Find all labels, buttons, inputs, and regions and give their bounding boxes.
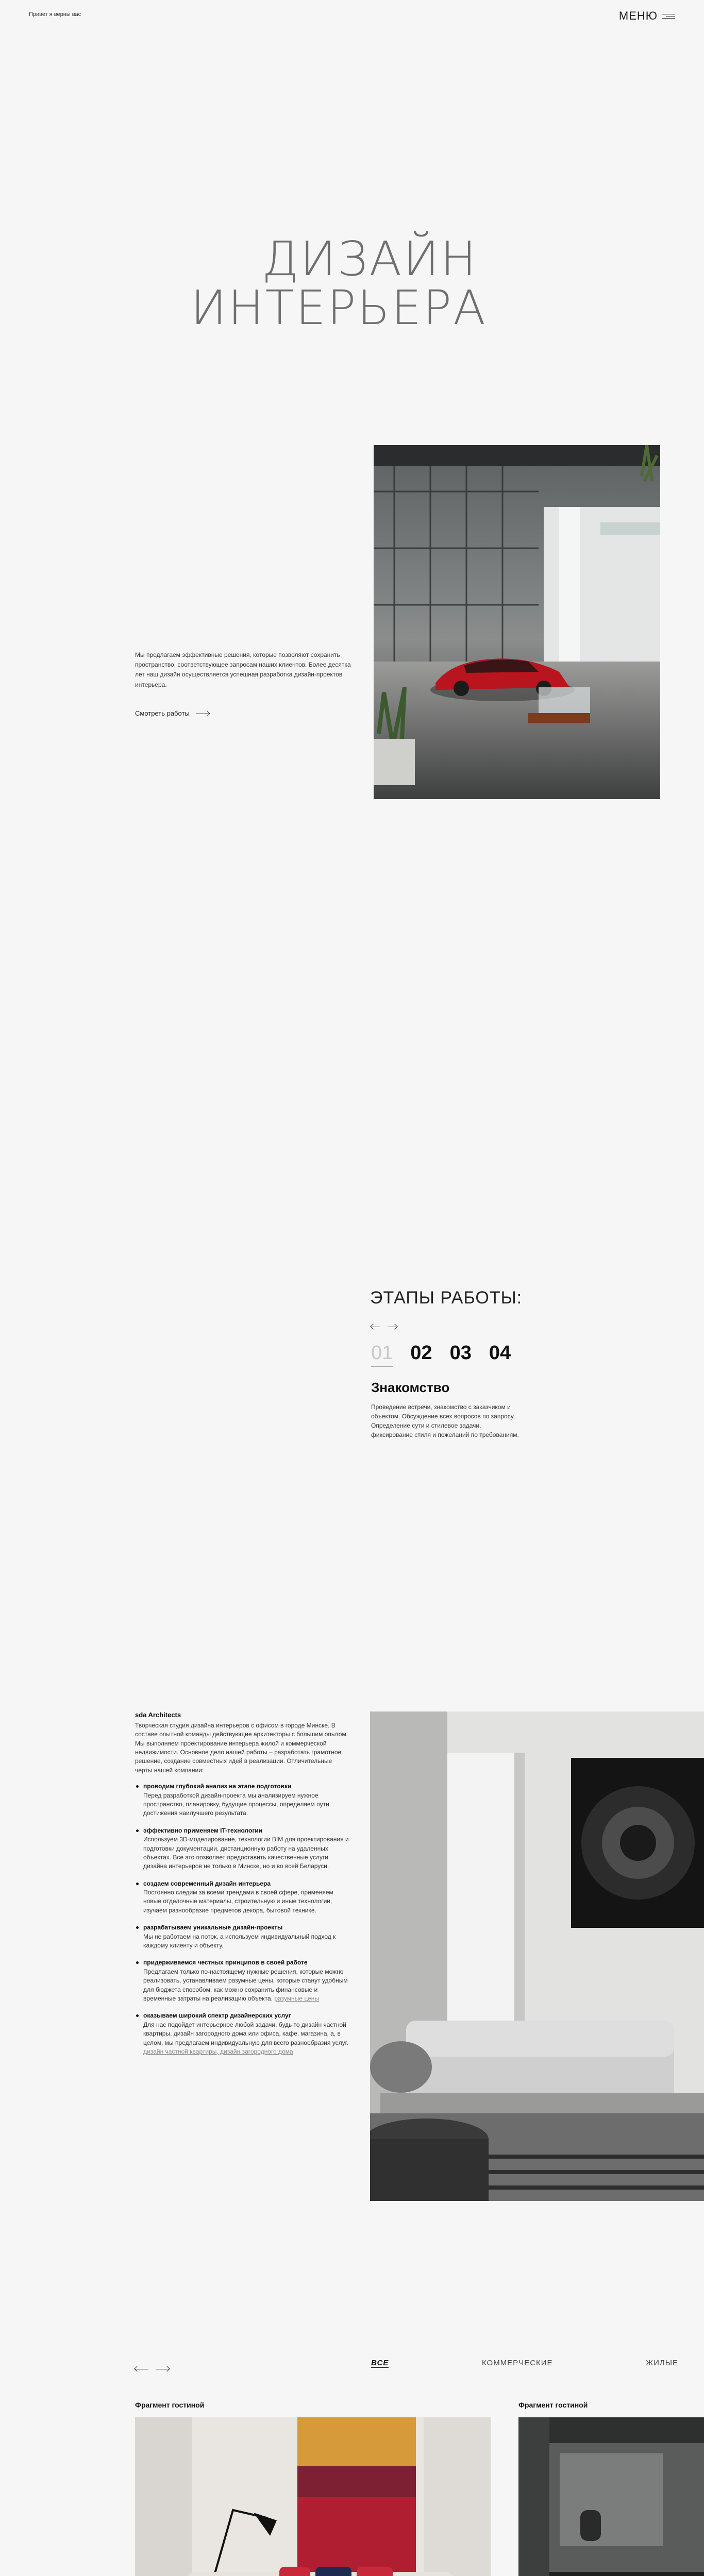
living-room-image: [135, 2417, 491, 2576]
feature-item: [135, 1958, 349, 2003]
feature-title: придерживаемся честных принципов в своей работе: [143, 1959, 308, 1967]
hero-photo-showroom: [374, 445, 660, 799]
dark-interior-image: [518, 2417, 704, 2576]
feature-text: Предлагаем только по-настоящему нужные решения, которые можно реализовать, устанавливаем разумные цены, которые станут удобным для бюджета способом, как можно сохранить финансовые и временные затраты на реализацию объекта.: [143, 1968, 348, 2002]
stage-step-1[interactable]: 01: [371, 1342, 393, 1367]
filter-residential[interactable]: ЖИЛЫЕ: [646, 2359, 678, 2367]
feature-item: [135, 1879, 349, 1916]
feature-title: создаем современный дизайн интерьера: [143, 1879, 271, 1887]
stage-subtitle: Знакомство: [371, 1380, 450, 1395]
portfolio-card-1[interactable]: [135, 2417, 491, 2576]
about-intro: Творческая студия дизайна интерьеров с офисом в городе Минске. В составе опытной команды действующие архитекторы с большим опытом. Мы выполняем проектирование интерьера жилой и коммерческой недвижимости. Основное дело нашей работы – разработать грамотное решение, создание совместных идей в реализации. Отличительные черты нашей компании:: [135, 1721, 348, 1774]
feature-item: [135, 1923, 349, 1950]
portfolio-filters: [371, 2359, 678, 2368]
menu-label: МЕНЮ: [618, 9, 658, 22]
feature-title: проводим глубокий анализ на этапе подготовки: [143, 1783, 292, 1790]
feature-item: [135, 2011, 349, 2056]
feature-text: Мы не работаем на поток, а используем индивидуальный подход к каждому клиенту и объекту.: [143, 1933, 336, 1950]
feature-title: оказываем широкий спектр дизайнерских услуг: [143, 2012, 291, 2020]
feature-title: эффективно применяем IT-технологии: [143, 1826, 263, 1834]
stage-description: Проведение встречи, знакомство с заказчиком и объектом. Обсуждение всех вопросов по запросу. Определение сути и стилевое задачи, фиксирование стиля и пожеланий по требованиям.: [371, 1403, 519, 1438]
site-title[interactable]: Привет я верны вас: [29, 11, 81, 18]
hero-line-2: ИНТЕРЬЕРА: [191, 280, 488, 335]
feature-text: Перед разработкой дизайн-проекта мы анализируем нужное пространство, планировку, будущие процессы, определяем пути достижения наилучшего результата.: [143, 1791, 329, 1817]
feature-text: Используем 3D-моделирование, технологии BIM для проектирования и подготовки документации, дистанционную работу на удаленных объектах. Все это позволяет предоставить качественные услуги дизайна интерьеров не только в Минске, но и во всей Беларуси.: [143, 1836, 349, 1870]
feature-item: [135, 1782, 349, 1818]
burger-icon: [662, 13, 675, 19]
feature-text: Постоянно следим за всеми трендами в своей сфере, применяем новые отделочные материалы, строительную и иные технологии, изучаем разнообразие предметов декора, бытовой технике.: [143, 1889, 333, 1914]
filter-all[interactable]: ВСЕ: [371, 2359, 389, 2367]
hero-line-1: ДИЗАЙН: [262, 231, 478, 286]
stage-step-2[interactable]: 02: [410, 1342, 432, 1364]
features-list: [135, 1782, 349, 2056]
card-title[interactable]: Фрагмент гостиной: [518, 2401, 588, 2409]
feature-text: Для нас подойдет интерьерное любой задачи, будь то дизайн частной квартиры, дизайн загородного дома или офиса, кафе, магазина, а, в целом, мы предлагаем индивидуальную для всего разнообразия услуг.: [143, 2021, 348, 2046]
interior-image: [370, 1711, 704, 2201]
menu-button[interactable]: [619, 9, 675, 23]
portfolio-card-2[interactable]: [518, 2417, 704, 2576]
intro-block: [135, 650, 353, 719]
about-photo-interior: [370, 1711, 704, 2201]
about-title: sda Architects: [135, 1711, 181, 1719]
about-block: [135, 1710, 349, 2064]
view-works-label: Смотреть работы: [135, 709, 190, 717]
stage-steps: [371, 1342, 511, 1367]
showroom-image: [374, 445, 660, 799]
stages-title: ЭТАПЫ РАБОТЫ:: [370, 1288, 523, 1308]
card-title[interactable]: Фрагмент гостиной: [135, 2401, 205, 2409]
prices-link[interactable]: разумные цены: [274, 1995, 319, 2002]
services-link[interactable]: дизайн частной квартиры, дизайн загородного дома: [143, 2047, 293, 2055]
view-works-link[interactable]: [135, 708, 353, 719]
feature-item: [135, 1826, 349, 1871]
stage-step-4[interactable]: 04: [489, 1342, 511, 1364]
stage-step-3[interactable]: 03: [449, 1342, 472, 1364]
intro-text: Мы предлагаем эффективные решения, которые позволяют сохранить пространство, соответствующее запросам наших клиентов. Более десятка лет наш дизайн осуществляется успешная разработка дизайн-проектов интерьера.: [135, 651, 351, 688]
filter-commercial[interactable]: КОММЕРЧЕСКИЕ: [481, 2359, 553, 2367]
feature-title: разрабатываем уникальные дизайн-проекты: [143, 1924, 283, 1931]
